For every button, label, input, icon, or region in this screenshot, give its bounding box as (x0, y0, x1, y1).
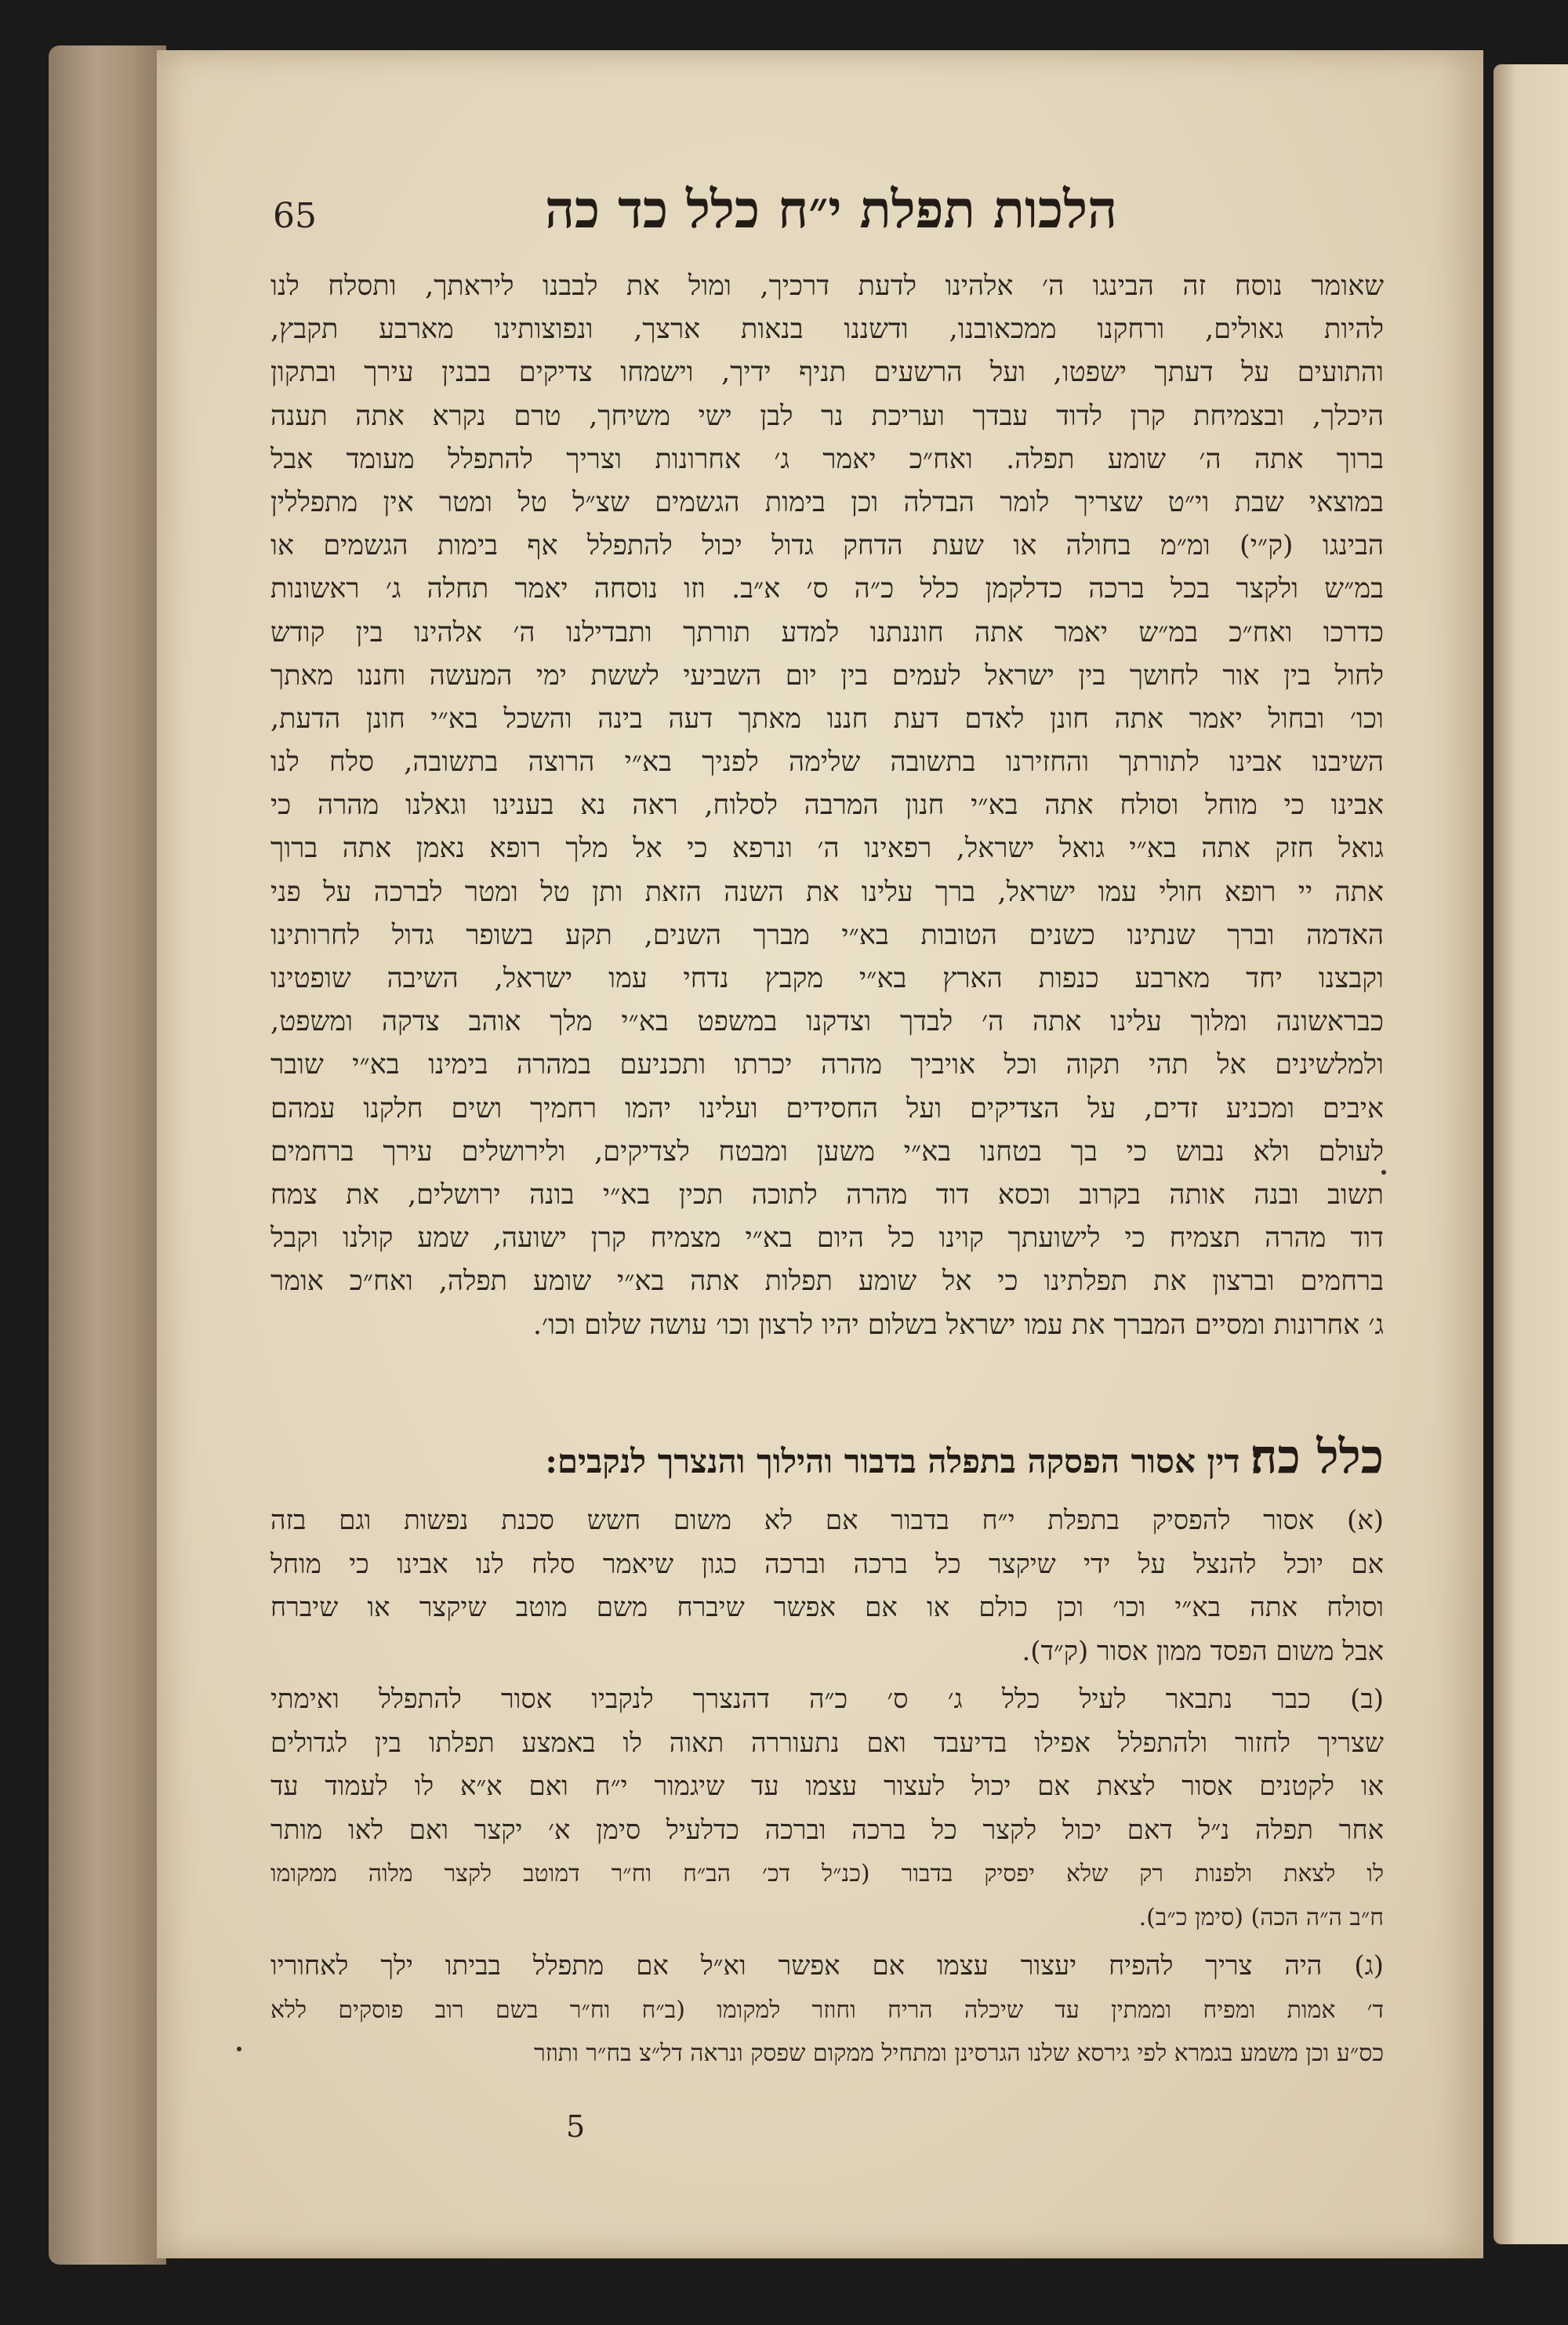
text-line: ג׳ אחרונות ומסיים המברך את עמו ישראל בשלום יהיו לרצון וכו׳ עושה שלום וכו׳. (532, 1309, 1384, 1341)
text-line: אחר תפלה נ״ל דאם יכול לקצר כל ברכה וברכה כדלעיל סימן א׳ יקצר ואם לאו מותר (270, 1814, 1384, 1846)
signature-mark: 5 (566, 2109, 586, 2144)
section-heading (270, 1426, 1384, 1488)
text-line: תשוב ובנה אותה בקרוב וכסא דוד מהרה לתוכה תכין בא״י בונה ירושלים, את צמח (270, 1179, 1384, 1211)
prayer-text-block (270, 265, 1384, 1347)
text-line: דוד מהרה תצמיח כי לישועתך קוינו כל היום בא״י מצמיח קרן ישועה, שמע קולנו וקבל (270, 1222, 1384, 1255)
page-number: 65 (273, 196, 317, 236)
text-line: (א) אסור להפסיק בתפלת י״ח בדבור אם לא משום חשש סכנת נפשות וגם בזה (270, 1505, 1384, 1536)
text-line: והתועים על דעתך ישפטו, ועל הרשעים תניף ידיך, וישמחו צדיקים בבנין עירך ובתקון (270, 357, 1384, 389)
text-line: לחול בין אור לחושך בין ישראל לעמים בין יום השביעי לששת ימי המעשה וחננו מאתך (270, 659, 1384, 692)
paragraph-c (270, 1945, 1384, 2076)
text-line: ולמלשינים אל תהי תקוה וכל אויביך מהרה יכרתו ותכניעם במהרה בימינו בא״י שובר (270, 1049, 1384, 1081)
text-line: אתה יי רופא חולי עמו ישראל, ברך עלינו את השנה הזאת ותן טל ומטר לברכה על פני (270, 876, 1384, 908)
text-line: לו לצאת ולפנות רק שלא יפסיק בדבור (כנ״ל דכ׳ הב״ח וח״ר דמוטב לקצר מלוה ממקומו (270, 1860, 1384, 1888)
text-line: ברוך אתה ה׳ שומע תפלה. ואח״כ יאמר ג׳ אחרונות וצריך להתפלל מעומד אבל (270, 443, 1384, 475)
text-line: שאומר נוסח זה הבינגו ה׳ אלהינו לדעת דרכיך, ומול את לבבנו ליראתך, ותסלח לנו (270, 271, 1384, 302)
text-line: גואל חזק אתה בא״י גואל ישראל, רפאינו ה׳ ונרפא כי אל מלך רופא נאמן אתה ברוך (270, 833, 1384, 865)
margin-dot (1381, 1170, 1386, 1175)
text-line: במ״ש ולקצר בכל ברכה כדלקמן כלל כ״ה ס׳ א״ב. וזו נוסחה יאמר תחלה ג׳ ראשונות (270, 573, 1384, 605)
text-line: כס״ע וכן משמע בגמרא לפי גירסא שלנו הגרסינן ומתחיל ממקום שפסק ונראה דל״צ בח״ר ותוזר (534, 2040, 1384, 2068)
text-line: וסולח אתה בא״י וכו׳ וכן כולם או אם אפשר שיברח משם מוטב שיקצר או שיברח (270, 1592, 1384, 1624)
text-line: ברחמים וברצון את תפלתינו כי אל שומע תפלות אתה בא״י שומע תפלה, ואח״כ אומר (270, 1266, 1384, 1298)
margin-dot (237, 2047, 241, 2051)
text-line: השיבנו אבינו לתורתך והחזירנו בתשובה שלימה לפניך בא״י הרוצה בתשובה, סלח לנו (270, 747, 1384, 779)
paragraph-b (270, 1678, 1384, 1940)
text-line: וכו׳ ובחול יאמר אתה חונן לאדם דעת חננו מאתך דעה בינה והשכל בא״י חונן הדעת, (270, 703, 1384, 735)
text-line: (ב) כבר נתבאר לעיל כלל ג׳ ס׳ כ״ה דהנצרך לנקביו אסור להתפלל ואימתי (270, 1684, 1384, 1715)
text-line: הבינגו (ק״י) ומ״מ בחולה או שעת הדחק גדול יכול להתפלל אף בימות הגשמים או (270, 530, 1384, 562)
text-line: אבל משום הפסד ממון אסור (ק״ד). (1022, 1635, 1384, 1667)
text-line: איבים ומכניע זדים, על הצדיקים ועל החסידים ועלינו יהמו רחמיך ושים חלקנו עמהם (270, 1092, 1384, 1124)
running-head: הלכות תפלת י״ח כלל כד כה (544, 179, 1118, 240)
text-line: להיות גאולים, ורחקנו ממכאובנו, ודשננו בנאות ארצך, ונפוצותינו מארבע תקבץ, (270, 314, 1384, 346)
text-line: וקבצנו יחד מארבע כנפות הארץ בא״י מקבץ נדחי עמו ישראל, השיבה שופטינו (270, 963, 1384, 994)
text-line: לעולם ולא נבוש כי בך בטחנו בא״י משען ומבטח לצדיקים, ולירושלים עירך ברחמים (270, 1135, 1384, 1168)
text-line: שצריך לחזור ולהתפלל אפילו בדיעבד ואם נתעוררה תאוה לו באמצע תפלתו בין לגדולים (270, 1727, 1384, 1759)
text-line: אבינו כי מוחל וסולח אתה בא״י חנון המרבה לסלוח, ראה נא בענינו וגאלנו מהרה כי (270, 790, 1384, 822)
text-line: כדרכו ואח״כ במ״ש יאמר אתה חוננתנו למדע תורתך ותבדילנו ה׳ אלהינו בין קודש (270, 616, 1384, 648)
section-title: דין אסור הפסקה בתפלה בדבור והילוך והנצרך לנקבים: (545, 1442, 1240, 1480)
text-line: היכלך, ובצמיחת קרן לדוד עבדך ועריכת נר לבן ישי משיחך, טרם נקרא אתה תענה (270, 400, 1384, 432)
text-line: כבראשונה ומלוך עלינו אתה ה׳ לבדך וצדקנו במשפט בא״י מלך אוהב צדקה ומשפט, (270, 1006, 1384, 1038)
text-line: האדמה וברך שנתינו כשנים הטובות בא״י מברך השנים, תקע בשופר גדול לחרותינו (270, 919, 1384, 951)
text-line: ח״ב ה״ה הכה) (סימן כ״ב). (1138, 1903, 1384, 1931)
text-line: במוצאי שבת וי״ט שצריך לומר הבדלה וכן בימות הגשמים שצ״ל טל ומטר אין מתפללין (270, 486, 1384, 518)
facing-page-edge (1494, 64, 1568, 2244)
text-line: או לקטנים אסור לצאת אם יכול לעצור עצמו עד שיגמור י״ח ואם א״א לו לעמוד עד (270, 1771, 1384, 1803)
page-edge-left (49, 45, 166, 2265)
paragraph-a (270, 1499, 1384, 1673)
text-line: אם יוכל להנצל על ידי שיקצר כל ברכה וברכה כגון שיאמר סלח לנו אבינו כי מוחל (270, 1548, 1384, 1580)
section-label: כלל כה׃ (1250, 1430, 1384, 1484)
text-line: (ג) היה צריך להפיח יעצור עצמו אם אפשר וא״ל אם מתפלל בביתו ילך לאחוריו (270, 1950, 1384, 1982)
text-line: ד׳ אמות ומפיח וממתין עד שיכלה הריח וחוזר למקומו (ב״ח וח״ר בשם רוב פוסקים ללא (270, 1996, 1384, 2024)
